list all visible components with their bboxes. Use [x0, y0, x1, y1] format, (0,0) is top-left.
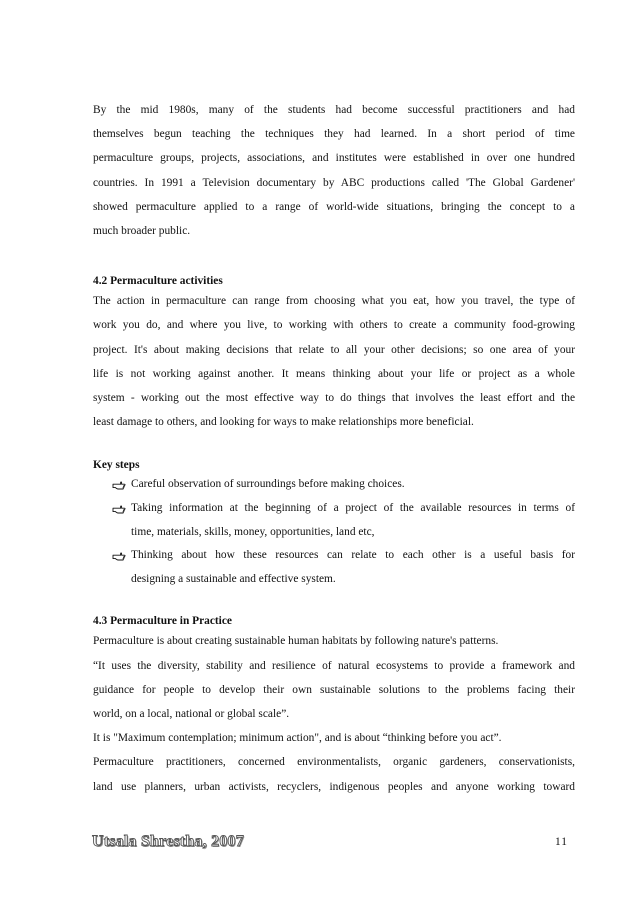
list-item: [93, 544, 575, 591]
text-line: It is "Maximum contemplation; minimum action", and is about “thinking before you act”.: [93, 732, 502, 745]
pointing-hand-bullet-icon: [112, 473, 126, 497]
text-line: The action in permaculture can range from choosing what you eat, how you travel, the type of: [93, 295, 575, 308]
spacer: [93, 591, 575, 613]
text-line: life is not working against another. It means thinking about your life or project as a whole: [93, 367, 575, 380]
text-line: designing a sustainable and effective system.: [131, 572, 336, 585]
pointing-hand-bullet-icon: [112, 497, 126, 521]
key-steps-list: [93, 473, 575, 591]
text-line: themselves begun teaching the techniques they had learned. In a short period of time: [93, 128, 575, 141]
page-number: 11: [555, 836, 568, 848]
page-content: [93, 98, 575, 799]
list-item: [93, 473, 575, 497]
text-line: permaculture groups, projects, associations, and institutes were established in over one hundred: [93, 152, 575, 165]
text-line: time, materials, skills, money, opportunities, land etc,: [131, 525, 375, 538]
text-line: Taking information at the beginning of a project of the available resources in terms of: [131, 502, 575, 515]
text-line: Careful observation of surroundings before making choices.: [131, 478, 405, 491]
section-heading-permaculture-in-practice: 4.3 Permaculture in Practice: [93, 615, 232, 628]
text-line: guidance for people to develop their own sustainable solutions to the problems facing their: [93, 683, 575, 696]
text-line: land use planners, urban activists, recyclers, indigenous peoples and anyone working toward: [93, 780, 575, 793]
text-line: much broader public.: [93, 225, 191, 238]
text-line: By the mid 1980s, many of the students had become successful practitioners and had: [93, 104, 575, 116]
text-line: work you do, and where you live, to working with others to create a community food-growing: [93, 319, 575, 332]
text-line: countries. In 1991 a Television documentary by ABC productions called 'The Global Gardener': [93, 176, 575, 189]
spacer: [93, 243, 575, 273]
text-line: Permaculture practitioners, concerned environmentalists, organic gardeners, conservationists,: [93, 756, 575, 769]
text-line: Permaculture is about creating sustainable human habitats by following nature's patterns.: [93, 635, 499, 648]
activities-paragraph: [93, 289, 575, 434]
section-heading-permaculture-activities: 4.2 Permaculture activities: [93, 275, 223, 288]
text-line: project. It's about making decisions that relate to all your other decisions; so one area of your: [93, 343, 575, 356]
intro-paragraph: [93, 98, 575, 243]
practice-paragraph: [93, 629, 575, 798]
text-line: Thinking about how these resources can relate to each other is a useful basis for: [131, 549, 575, 562]
text-line: showed permaculture applied to a range of world-wide situations, bringing the concept to a: [93, 200, 575, 213]
text-line: system - working out the most effective way to do things that involves the least effort and the: [93, 392, 575, 405]
text-line: world, on a local, national or global scale”.: [93, 708, 290, 721]
text-line: “It uses the diversity, stability and resilience of natural ecosystems to provide a framework and: [93, 659, 575, 672]
key-steps-heading: Key steps: [93, 459, 140, 472]
text-line: least damage to others, and looking for ways to make relationships more beneficial.: [93, 416, 474, 429]
list-item: [93, 497, 575, 544]
spacer: [93, 434, 575, 457]
pointing-hand-bullet-icon: [112, 544, 126, 568]
footer-author: Utsala Shrestha, 2007: [92, 833, 244, 850]
